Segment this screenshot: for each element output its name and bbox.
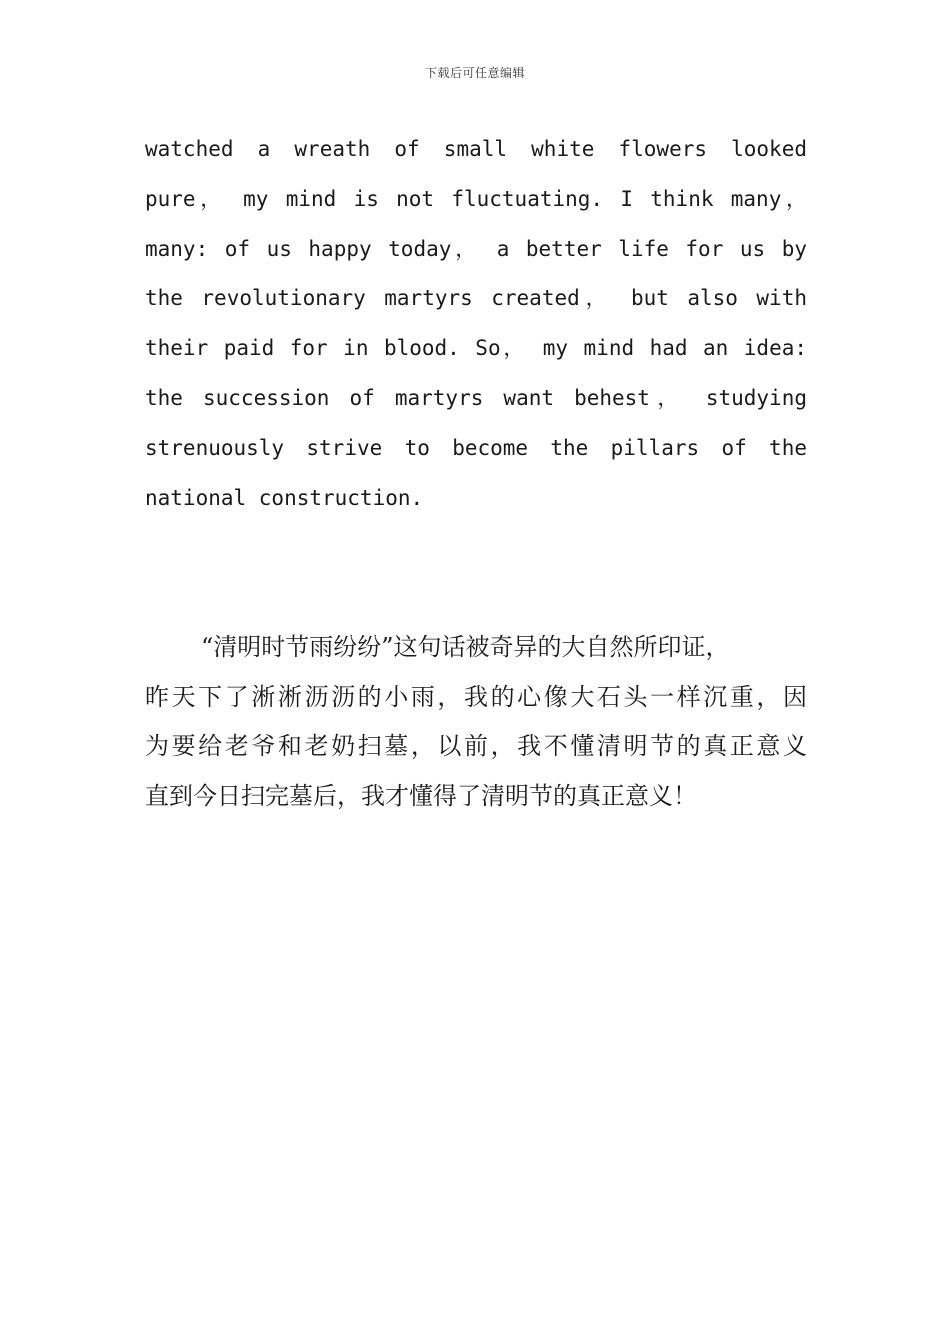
english-line-2: pure， my mind is not fluctuating. I think many，: [145, 186, 807, 211]
english-line-5: their paid for in blood. So， my mind had an idea:: [145, 336, 807, 361]
english-line-4: the revolutionary martyrs created， but also with: [145, 286, 807, 311]
chinese-line-4: 直到今日扫完墓后，我才懂得了清明节的真正意义！: [145, 781, 697, 810]
chinese-line-1: “清明时节雨纷纷”这句话被奇异的大自然所印证，: [201, 633, 730, 661]
chinese-line-3: 为要给老爷和老奶扫墓，以前，我不懂清明节的真正意义: [145, 732, 807, 760]
english-line-8: national construction.: [145, 485, 424, 510]
english-line-6: the succession of martyrs want behest， studying: [145, 385, 807, 410]
chinese-paragraph: [145, 623, 807, 821]
english-paragraph: [145, 125, 807, 523]
chinese-line-2: 昨天下了淅淅沥沥的小雨，我的心像大石头一样沉重，因: [145, 682, 807, 711]
english-line-3: many: of us happy today， a better life for us by: [145, 236, 807, 261]
header-note: 下载后可任意编辑: [424, 66, 525, 80]
english-line-7: strenuously strive to become the pillars of the: [145, 435, 807, 460]
english-line-1: watched a wreath of small white flowers looked: [145, 137, 807, 161]
